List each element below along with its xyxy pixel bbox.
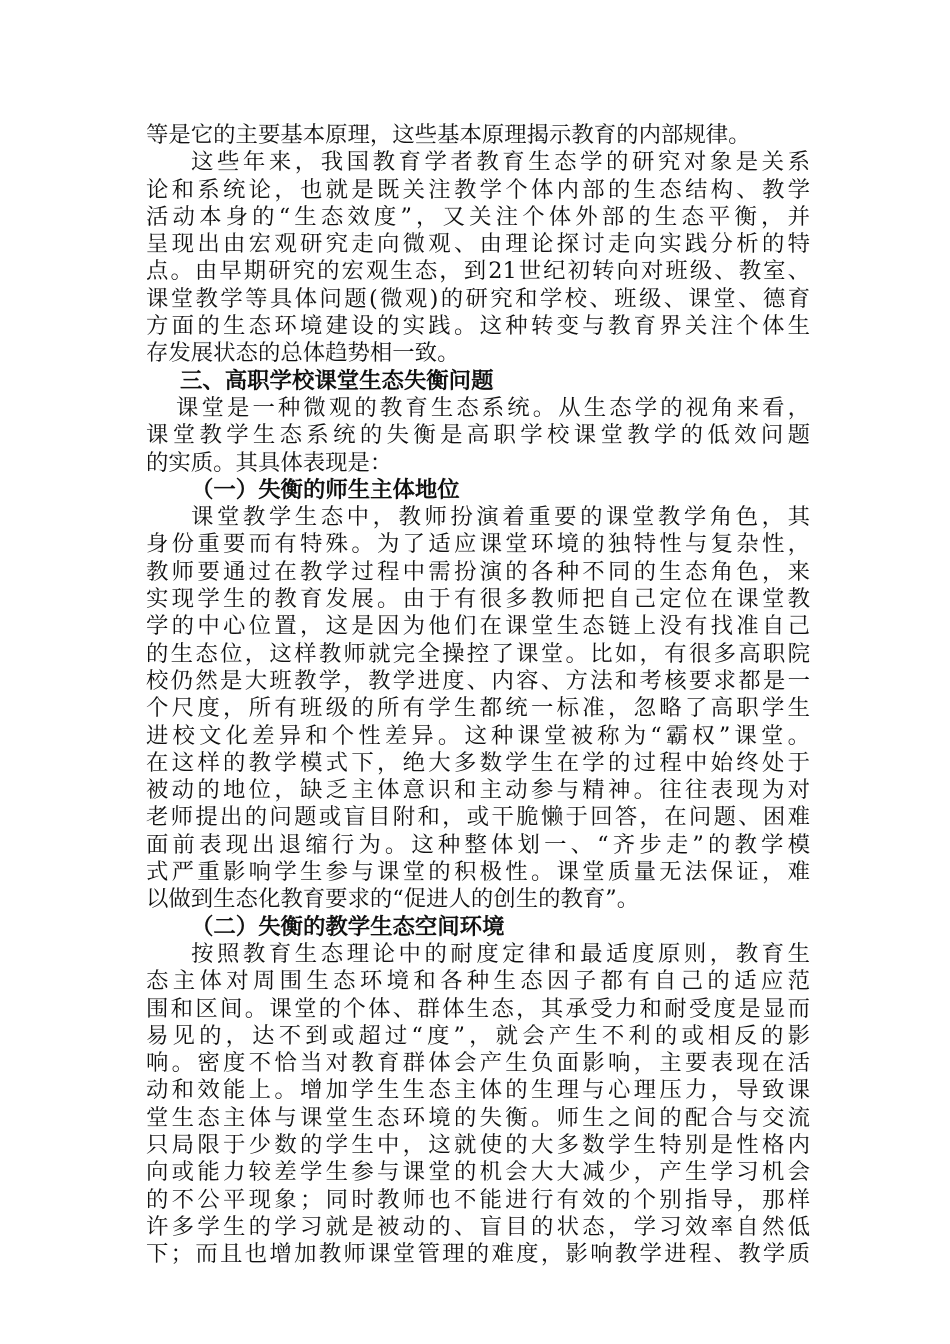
text-line: 的实质。其具体表现是： — [146, 449, 393, 476]
text-line: 课堂教学生态系统的失衡是高职学校课堂教学的低效问题 — [146, 422, 810, 449]
text-line: 这些年来，我国教育学者教育生态学的研究对象是关系 — [191, 149, 810, 176]
text-line: 进校文化差异和个性差异。这种课堂被称为“霸权”课堂。 — [146, 722, 810, 749]
text-line: 点。由早期研究的宏观生态，到21世纪初转向对班级、教室、 — [146, 258, 810, 285]
text-line: 的不公平现象；同时教师也不能进行有效的个别指导，那样 — [146, 1186, 810, 1213]
text-line: 老师提出的问题或盲目附和，或干脆懒于回答，在问题、困难 — [146, 804, 810, 831]
text-line: 课堂教学生态中，教师扮演着重要的课堂教学角色，其 — [191, 504, 810, 531]
document-page — [146, 122, 810, 1268]
text-line: 等是它的主要基本原理，这些基本原理揭示教育的内部规律。 — [146, 122, 751, 148]
text-line: 在这样的教学模式下，绝大多数学生在学的过程中始终处于 — [146, 749, 810, 776]
text-line: 课堂教学等具体问题(微观)的研究和学校、班级、课堂、德育 — [146, 285, 810, 312]
text-line: 动和效能上。增加学生生态主体的生理与心理压力，导致课 — [146, 1077, 810, 1104]
text-line: 学的中心位置，这是因为他们在课堂生态链上没有找准自己 — [146, 613, 810, 640]
text-line: 以做到生态化教育要求的“促进人的创生的教育”。 — [146, 886, 640, 913]
text-line: 按照教育生态理论中的耐度定律和最适度原则，教育生 — [191, 940, 810, 967]
text-line: 活动本身的“生态效度”，又关注个体外部的生态平衡，并 — [146, 203, 810, 230]
section-heading: （二）失衡的教学生态空间环境 — [191, 913, 505, 940]
text-line: 面前表现出退缩行为。这种整体划一、“齐步走”的教学模 — [146, 831, 810, 858]
text-line: 只局限于少数的学生中，这就使的大多数学生特别是性格内 — [146, 1131, 810, 1158]
text-line: 响。密度不恰当对教育群体会产生负面影响，主要表现在活 — [146, 1050, 810, 1077]
text-line: 教师要通过在教学过程中需扮演的各种不同的生态角色，来 — [146, 558, 810, 585]
text-line: 围和区间。课堂的个体、群体生态，其承受力和耐受度是显而 — [146, 995, 810, 1022]
section-heading: （一）失衡的师生主体地位 — [191, 476, 460, 503]
text-line: 被动的地位，缺乏主体意识和主动参与精神。往往表现为对 — [146, 777, 810, 804]
text-line: 向或能力较差学生参与课堂的机会大大减少，产生学习机会 — [146, 1159, 810, 1186]
text-line: 论和系统论，也就是既关注教学个体内部的生态结构、教学 — [146, 176, 810, 203]
text-line: 方面的生态环境建设的实践。这种转变与教育界关注个体生 — [146, 313, 810, 340]
text-line: 态主体对周围生态环境和各种生态因子都有自己的适应范 — [146, 968, 810, 995]
text-line: 的生态位，这样教师就完全操控了课堂。比如，有很多高职院 — [146, 640, 810, 667]
text-line: 存发展状态的总体趋势相一致。 — [146, 340, 460, 367]
text-line: 课堂是一种微观的教育生态系统。从生态学的视角来看， — [176, 394, 810, 421]
text-line: 呈现出由宏观研究走向微观、由理论探讨走向实践分析的特 — [146, 231, 810, 258]
text-line: 个尺度，所有班级的所有学生都统一标准，忽略了高职学生 — [146, 695, 810, 722]
text-line: 许多学生的学习就是被动的、盲目的状态，学习效率自然低 — [146, 1213, 810, 1240]
text-line: 下；而且也增加教师课堂管理的难度，影响教学进程、教学质 — [146, 1241, 810, 1268]
text-line: 校仍然是大班教学，教学进度、内容、方法和考核要求都是一 — [146, 667, 810, 694]
section-heading: 三、高职学校课堂生态失衡问题 — [180, 367, 494, 394]
text-line: 堂生态主体与课堂生态环境的失衡。师生之间的配合与交流 — [146, 1104, 810, 1131]
text-line: 式严重影响学生参与课堂的积极性。课堂质量无法保证，难 — [146, 859, 810, 886]
text-line: 身份重要而有特殊。为了适应课堂环境的独特性与复杂性， — [146, 531, 810, 558]
text-line: 易见的，达不到或超过“度”，就会产生不利的或相反的影 — [146, 1022, 810, 1049]
text-line: 实现学生的教育发展。由于有很多教师把自己定位在课堂教 — [146, 586, 810, 613]
